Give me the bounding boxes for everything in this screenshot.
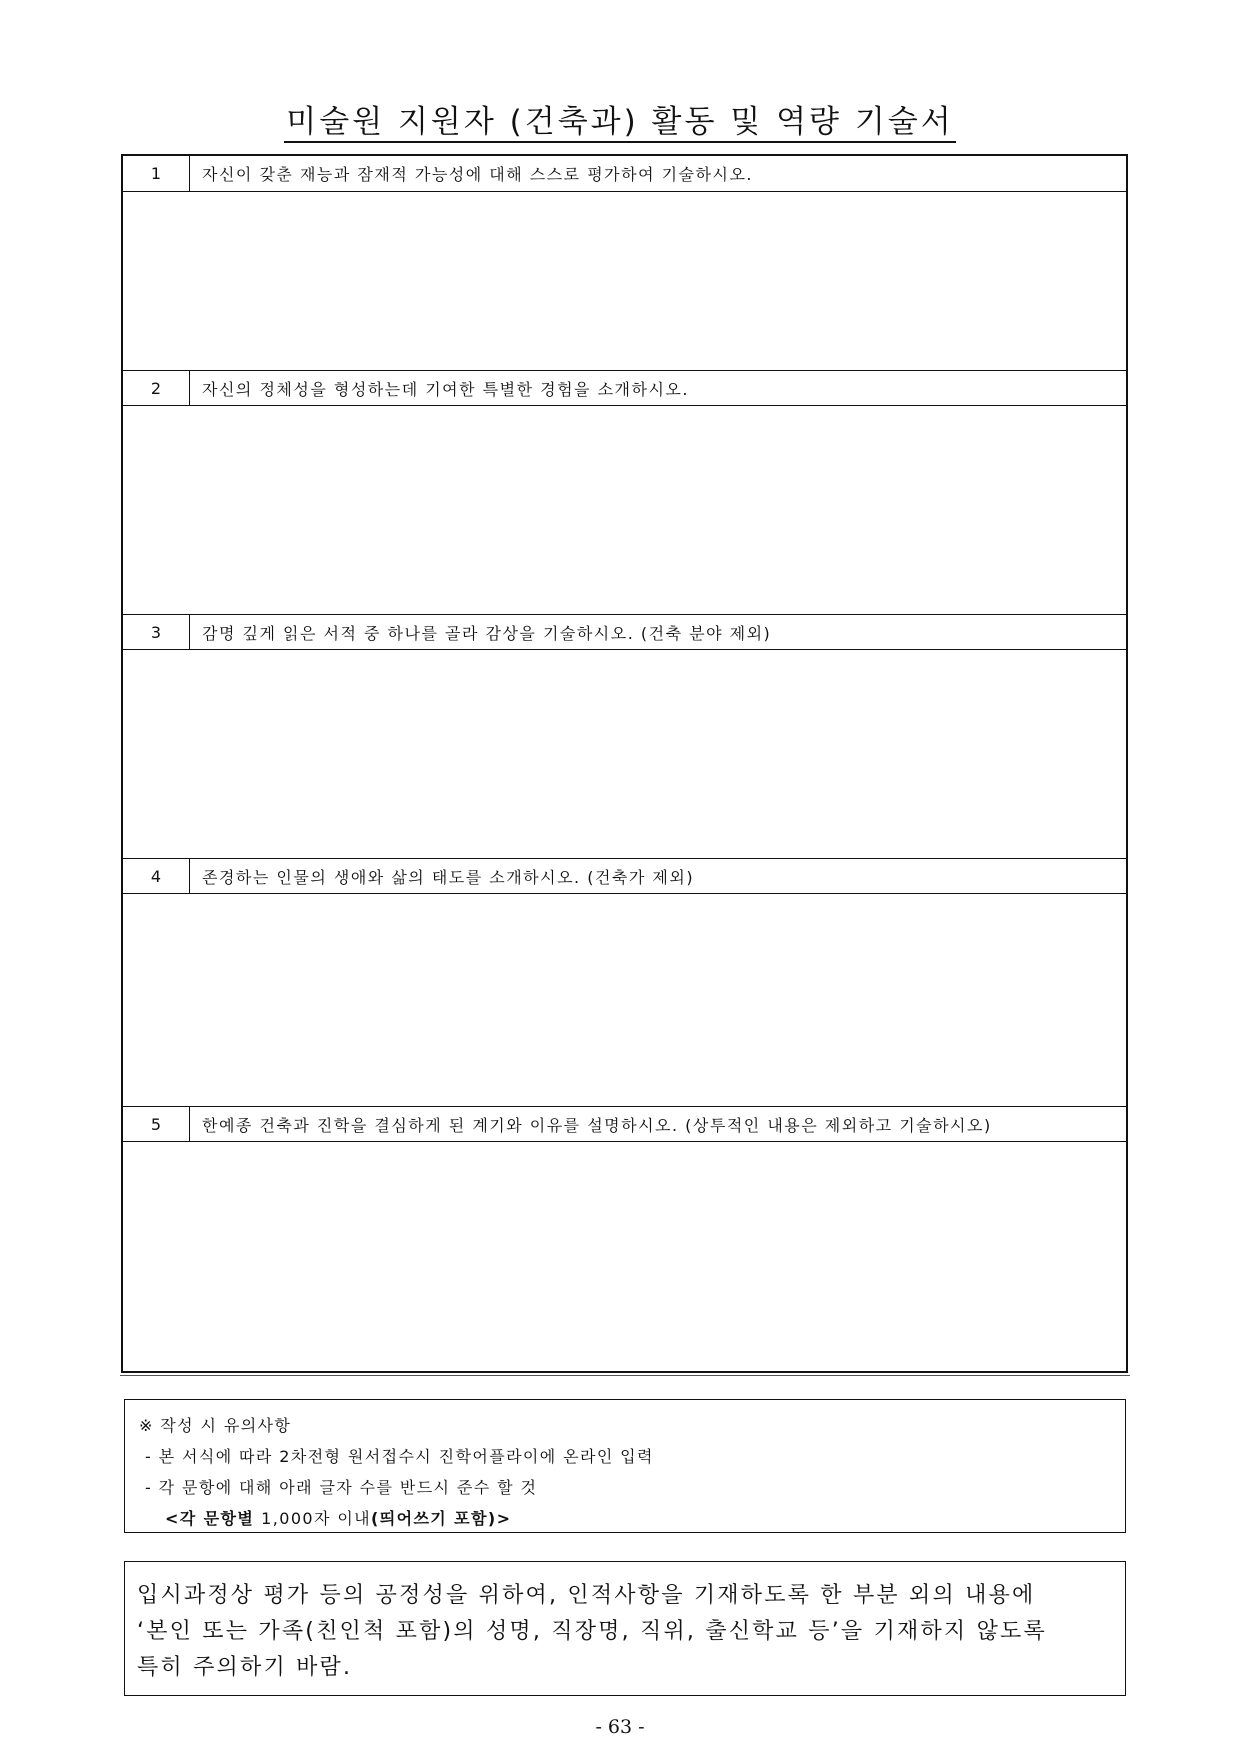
question-text: 자신의 정체성을 형성하는데 기여한 특별한 경험을 소개하시오. [202, 379, 689, 399]
page-number: - 63 - [595, 1716, 645, 1738]
table-double-line [120, 1375, 1130, 1376]
answer-area-2[interactable] [123, 407, 1126, 615]
question-number: 2 [123, 371, 190, 405]
privacy-warning-box [124, 1561, 1126, 1696]
question-text: 자신이 갖춘 재능과 잠재적 가능성에 대해 스스로 평가하여 기술하시오. [202, 165, 753, 184]
answer-area-4[interactable] [123, 895, 1126, 1107]
notes-heading: ※ 작성 시 유의사항 [139, 1416, 292, 1435]
question-header-2 [123, 370, 1126, 406]
question-text: 감명 깊게 읽은 서적 중 하나를 골라 감상을 기술하시오. (건축 분야 제외) [202, 623, 772, 643]
notes-line-3-bold-b: (띄어쓰기 포함)> [371, 1509, 512, 1528]
warning-line-2: ‘본인 또는 가족(친인척 포함)의 성명, 직장명, 직위, 출신학교 등’을 기재하지 않도록 [137, 1619, 1047, 1644]
question-text: 존경하는 인물의 생애와 삶의 태도를 소개하시오. (건축가 제외) [202, 867, 695, 887]
question-header-5 [123, 1106, 1126, 1142]
warning-line-1: 입시과정상 평가 등의 공정성을 위하여, 인적사항을 기재하도록 한 부분 외의 내용에 [137, 1583, 1036, 1608]
question-table [121, 154, 1128, 1373]
notes-line-1: - 본 서식에 따라 2차전형 원서접수시 진학어플라이에 온라인 입력 [145, 1447, 654, 1466]
writing-notes-box [124, 1399, 1126, 1533]
question-number: 1 [123, 156, 190, 191]
page-title-text: 미술원 지원자 (건축과) 활동 및 역량 기술서 [284, 104, 955, 143]
question-header-4 [123, 858, 1126, 894]
question-number: 5 [123, 1107, 190, 1141]
notes-line-3-bold-a: <각 문항별 [165, 1509, 262, 1528]
notes-line-3-limit: 1,000자 이내 [261, 1509, 372, 1528]
notes-line-2: - 각 문항에 대해 아래 글자 수를 반드시 준수 할 것 [145, 1478, 538, 1497]
answer-area-1[interactable] [123, 192, 1126, 371]
answer-area-3[interactable] [123, 651, 1126, 859]
answer-area-5[interactable] [123, 1143, 1126, 1371]
question-number: 4 [123, 859, 190, 893]
question-text: 한예종 건축과 진학을 결심하게 된 계기와 이유를 설명하시오. (상투적인 내용은 제외하고 기술하시오) [202, 1115, 992, 1135]
question-number: 3 [123, 615, 190, 649]
warning-line-3: 특히 주의하기 바람. [137, 1655, 353, 1680]
notes-line-3 [139, 1503, 1125, 1534]
page-title [0, 96, 1240, 141]
question-header-3 [123, 614, 1126, 650]
question-header-1 [123, 156, 1126, 192]
